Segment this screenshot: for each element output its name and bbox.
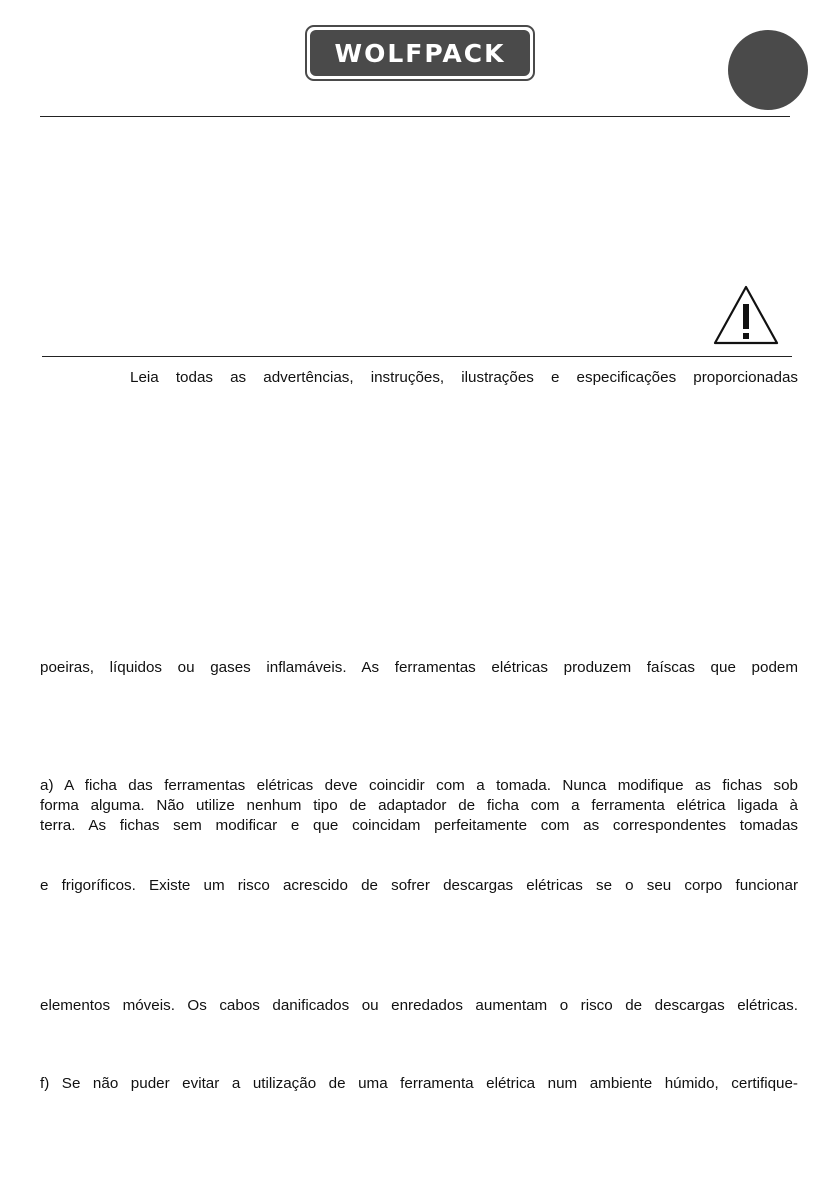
wolfpack-logo <box>305 25 535 81</box>
logo-text: WOLFPACK <box>334 39 506 68</box>
body-text-line: elementos móveis. Os cabos danificados ou enredados aumentam o risco de descargas elétricas. <box>40 997 798 1014</box>
body-text-line: a) A ficha das ferramentas elétricas deve coincidir com a tomada. Nunca modifique as fichas sob <box>40 777 798 794</box>
page-marker-circle <box>728 30 808 110</box>
warning-triangle-icon <box>712 284 780 346</box>
section-divider <box>42 356 792 357</box>
body-text-line: e frigoríficos. Existe um risco acrescido de sofrer descargas elétricas se o seu corpo funcionar <box>40 877 798 894</box>
intro-text-line: Leia todas as advertências, instruções, ilustrações e especificações proporcionadas <box>130 369 798 386</box>
body-text-line: poeiras, líquidos ou gases inflamáveis. As ferramentas elétricas produzem faíscas que podem <box>40 659 798 676</box>
header-divider <box>40 116 790 117</box>
body-text-line: f) Se não puder evitar a utilização de uma ferramenta elétrica num ambiente húmido, certifique- <box>40 1075 798 1092</box>
body-text-line: forma alguma. Não utilize nenhum tipo de adaptador de ficha com a ferramenta elétrica ligada à <box>40 797 798 814</box>
body-text-line: terra. As fichas sem modificar e que coincidam perfeitamente com as correspondentes tomadas <box>40 817 798 834</box>
